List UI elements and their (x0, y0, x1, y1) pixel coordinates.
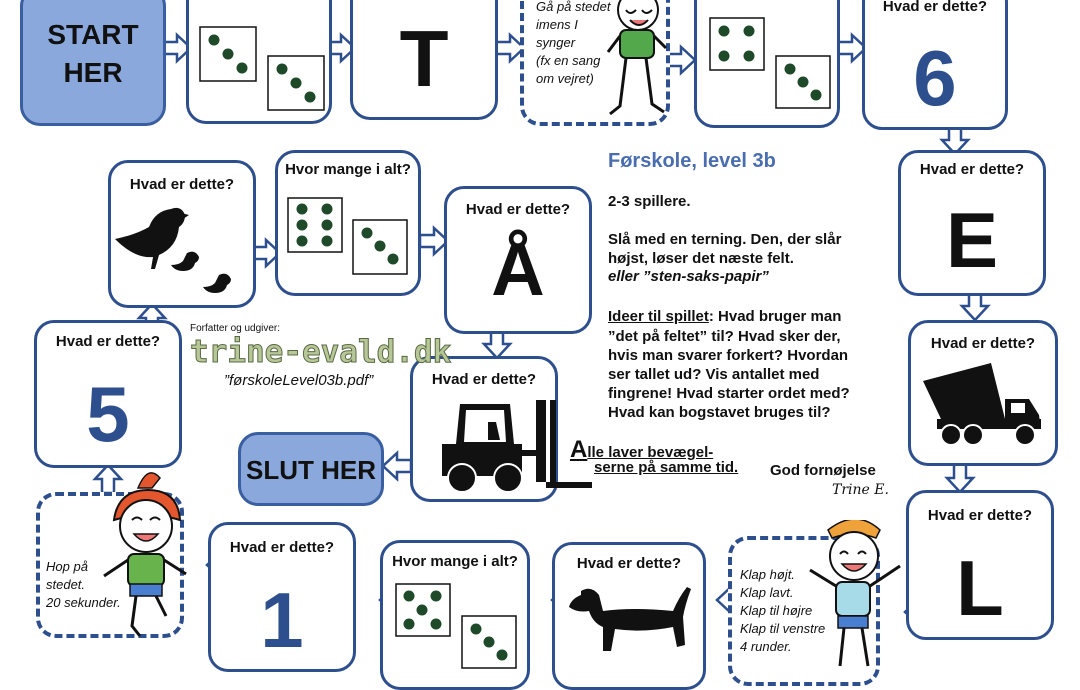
box-title: Hvad er dette? (576, 555, 682, 572)
letter-box-t (350, 0, 498, 120)
number-6: 6 (913, 34, 957, 122)
arrow-down (947, 464, 973, 492)
box-title: Hvad er dette? (431, 371, 537, 388)
picture-box-truck (908, 320, 1058, 466)
letter-e: E (945, 196, 999, 284)
arrow-down (962, 292, 988, 320)
letter-aa: Å (491, 228, 545, 311)
letter-l: L (956, 544, 1004, 632)
die-three-icon (199, 26, 259, 84)
count-box-2 (694, 0, 840, 128)
letter-t: T (399, 14, 449, 103)
box-title: Hvad er dette? (919, 161, 1025, 178)
number-box-6 (862, 0, 1008, 130)
arrow-down (484, 330, 510, 358)
number-1: 1 (260, 576, 304, 664)
clap-instructions: Klap højt. Klap lavt. Klap til højre Klap til venstre 4 runder. (740, 567, 826, 654)
ideas-line-1: Ideer til spillet: Hvad bruger man (608, 308, 842, 325)
start-box (20, 0, 166, 126)
ideas-line-3: hvis man svarer forkert? Hvordan (608, 347, 849, 364)
die-three-icon (267, 55, 327, 113)
die-four-icon (709, 17, 767, 73)
count-box-4 (275, 150, 421, 296)
box-title: Hvor mange i alt? (285, 161, 411, 178)
count-box-3 (380, 540, 530, 690)
letter-box-e (898, 150, 1046, 296)
signature: Trine E. (832, 482, 889, 498)
start-line2: HER (63, 57, 123, 88)
finish-box (238, 432, 384, 506)
box-title: Hvor mange i alt? (392, 553, 518, 570)
box-title: Hvad er dette? (129, 176, 235, 193)
hop-instructions: Hop på stedet. 20 sekunder. (46, 559, 121, 610)
duck-family-icon (111, 203, 251, 299)
picture-box-ducks (108, 160, 256, 308)
closing-text: God fornøjelse (770, 462, 876, 479)
letter-box-aa (444, 186, 592, 334)
ideas-label: Ideer til spillet (608, 308, 709, 325)
count-box-1 (186, 0, 332, 124)
ideas-line-5: fingrene! Hvad starter ordet med? (608, 385, 850, 402)
boy-cheering-illustration (800, 520, 910, 675)
picture-box-dog (552, 542, 706, 690)
rules-line-2: højst, løser det næste felt. (608, 250, 794, 267)
arrow-left (383, 453, 411, 479)
girl-jumping-illustration (96, 466, 196, 666)
box-title: Hvad er dette? (229, 539, 335, 556)
letter-box-l (906, 490, 1054, 640)
box-title: Hvad er dette? (55, 333, 161, 350)
finish-label: SLUT HER (246, 455, 376, 485)
start-line1: START (47, 19, 139, 50)
all-move-note: Alle laver bevægel- (570, 436, 714, 463)
die-three-icon (775, 55, 833, 111)
box-title: Hvad er dette? (465, 201, 571, 218)
number-5: 5 (86, 370, 130, 458)
author-label: Forfatter og udgiver: (190, 323, 281, 334)
dump-truck-icon (921, 359, 1051, 459)
box-title: Hvad er dette? (882, 0, 988, 15)
rules-line-3: eller ”sten-saks-papir” (608, 268, 769, 285)
boy-walking-illustration (600, 0, 678, 136)
box-title: Hvad er dette? (930, 335, 1036, 352)
ideas-line-6: Hvad kan bogstavet bruges til? (608, 404, 831, 421)
die-six-icon (287, 197, 345, 255)
die-five-icon (395, 583, 453, 639)
box-title: Hvad er dette? (927, 507, 1033, 524)
die-three-icon (352, 219, 410, 277)
rules-line-1: Slå med en terning. Den, der slår (608, 231, 842, 248)
die-three-icon (461, 615, 519, 671)
number-box-1 (208, 522, 356, 672)
publisher-logo: trine-evald.dk (190, 334, 452, 370)
ideas-line-4: ser tallet ud? Vis antallet med (608, 366, 820, 383)
all-move-note-2: serne på samme tid. (594, 459, 739, 476)
info-heading: Førskole, level 3b (608, 150, 776, 172)
file-name: ”førskoleLevel03b.pdf” (224, 372, 374, 389)
dachshund-icon (563, 583, 703, 675)
number-box-5 (34, 320, 182, 468)
ideas-line-2: ”det på feltet” til? Hvad sker der, (608, 328, 841, 345)
players-text: 2-3 spillere. (608, 193, 691, 210)
sing-instructions: Gå på stedet imens I synger (fx en sang om vejret) (536, 0, 611, 86)
